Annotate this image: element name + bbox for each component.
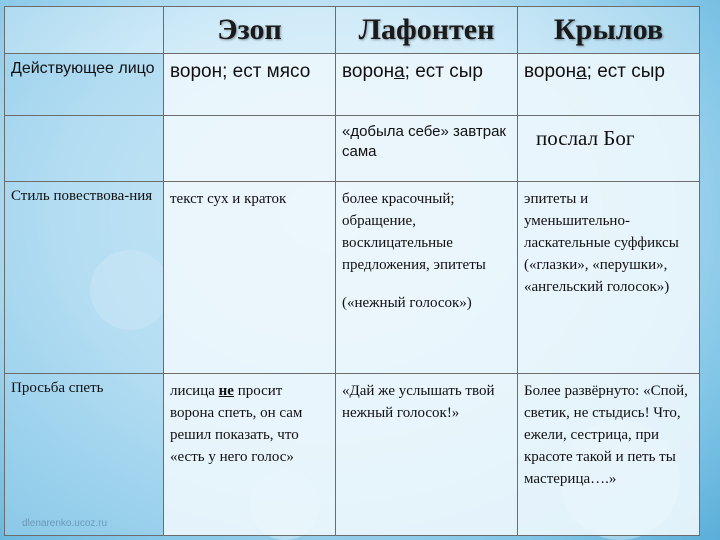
cell-lafonten-main: более красочный; обращение, восклицательные предложения, эпитеты [342, 191, 486, 273]
cell-ezop: ворон; ест мясо [164, 54, 336, 116]
header-krylov: Крылов [518, 7, 700, 54]
cell-lafonten [336, 182, 518, 374]
cell-krylov: Более развёрнуто: «Спой, светик, не стыдись! Что, ежели, сестрица, при красоте такой и петь ты мастерица….» [518, 374, 700, 536]
cell-ezop [164, 116, 336, 182]
header-empty-cell [5, 7, 164, 54]
table-row [5, 182, 700, 374]
table-row [5, 116, 700, 182]
watermark: dlenarenko.ucoz.ru [22, 518, 108, 529]
row-label: Действующее лицо [5, 54, 164, 116]
row-label: Стиль повествова-ния [5, 182, 164, 374]
header-lafonten: Лафонтен [336, 7, 518, 54]
comparison-table [4, 6, 700, 536]
header-row [5, 7, 700, 54]
cell-krylov [518, 116, 700, 182]
header-ezop: Эзоп [164, 7, 336, 54]
cell-krylov-text: послал Бог [536, 126, 635, 150]
cell-krylov: эпитеты и уменьшительно-ласкательные суффиксы («глазки», «перушки», «ангельский голосок») [518, 182, 700, 374]
table-row [5, 54, 700, 116]
table-row [5, 374, 700, 536]
cell-lafonten: «добыла себе» завтрак сама [336, 116, 518, 182]
cell-ezop: лисица не просит ворона спеть, он сам решил показать, что «есть у него голос» [164, 374, 336, 536]
row-label: Просьба спеть [5, 374, 164, 536]
cell-lafonten: ворона; ест сыр [336, 54, 518, 116]
cell-lafonten: «Дай же услышать твой нежный голосок!» [336, 374, 518, 536]
cell-lafonten-extra: («нежный голосок») [342, 295, 472, 311]
cell-ezop: текст сух и краток [164, 182, 336, 374]
cell-krylov: ворона; ест сыр [518, 54, 700, 116]
row-label [5, 116, 164, 182]
